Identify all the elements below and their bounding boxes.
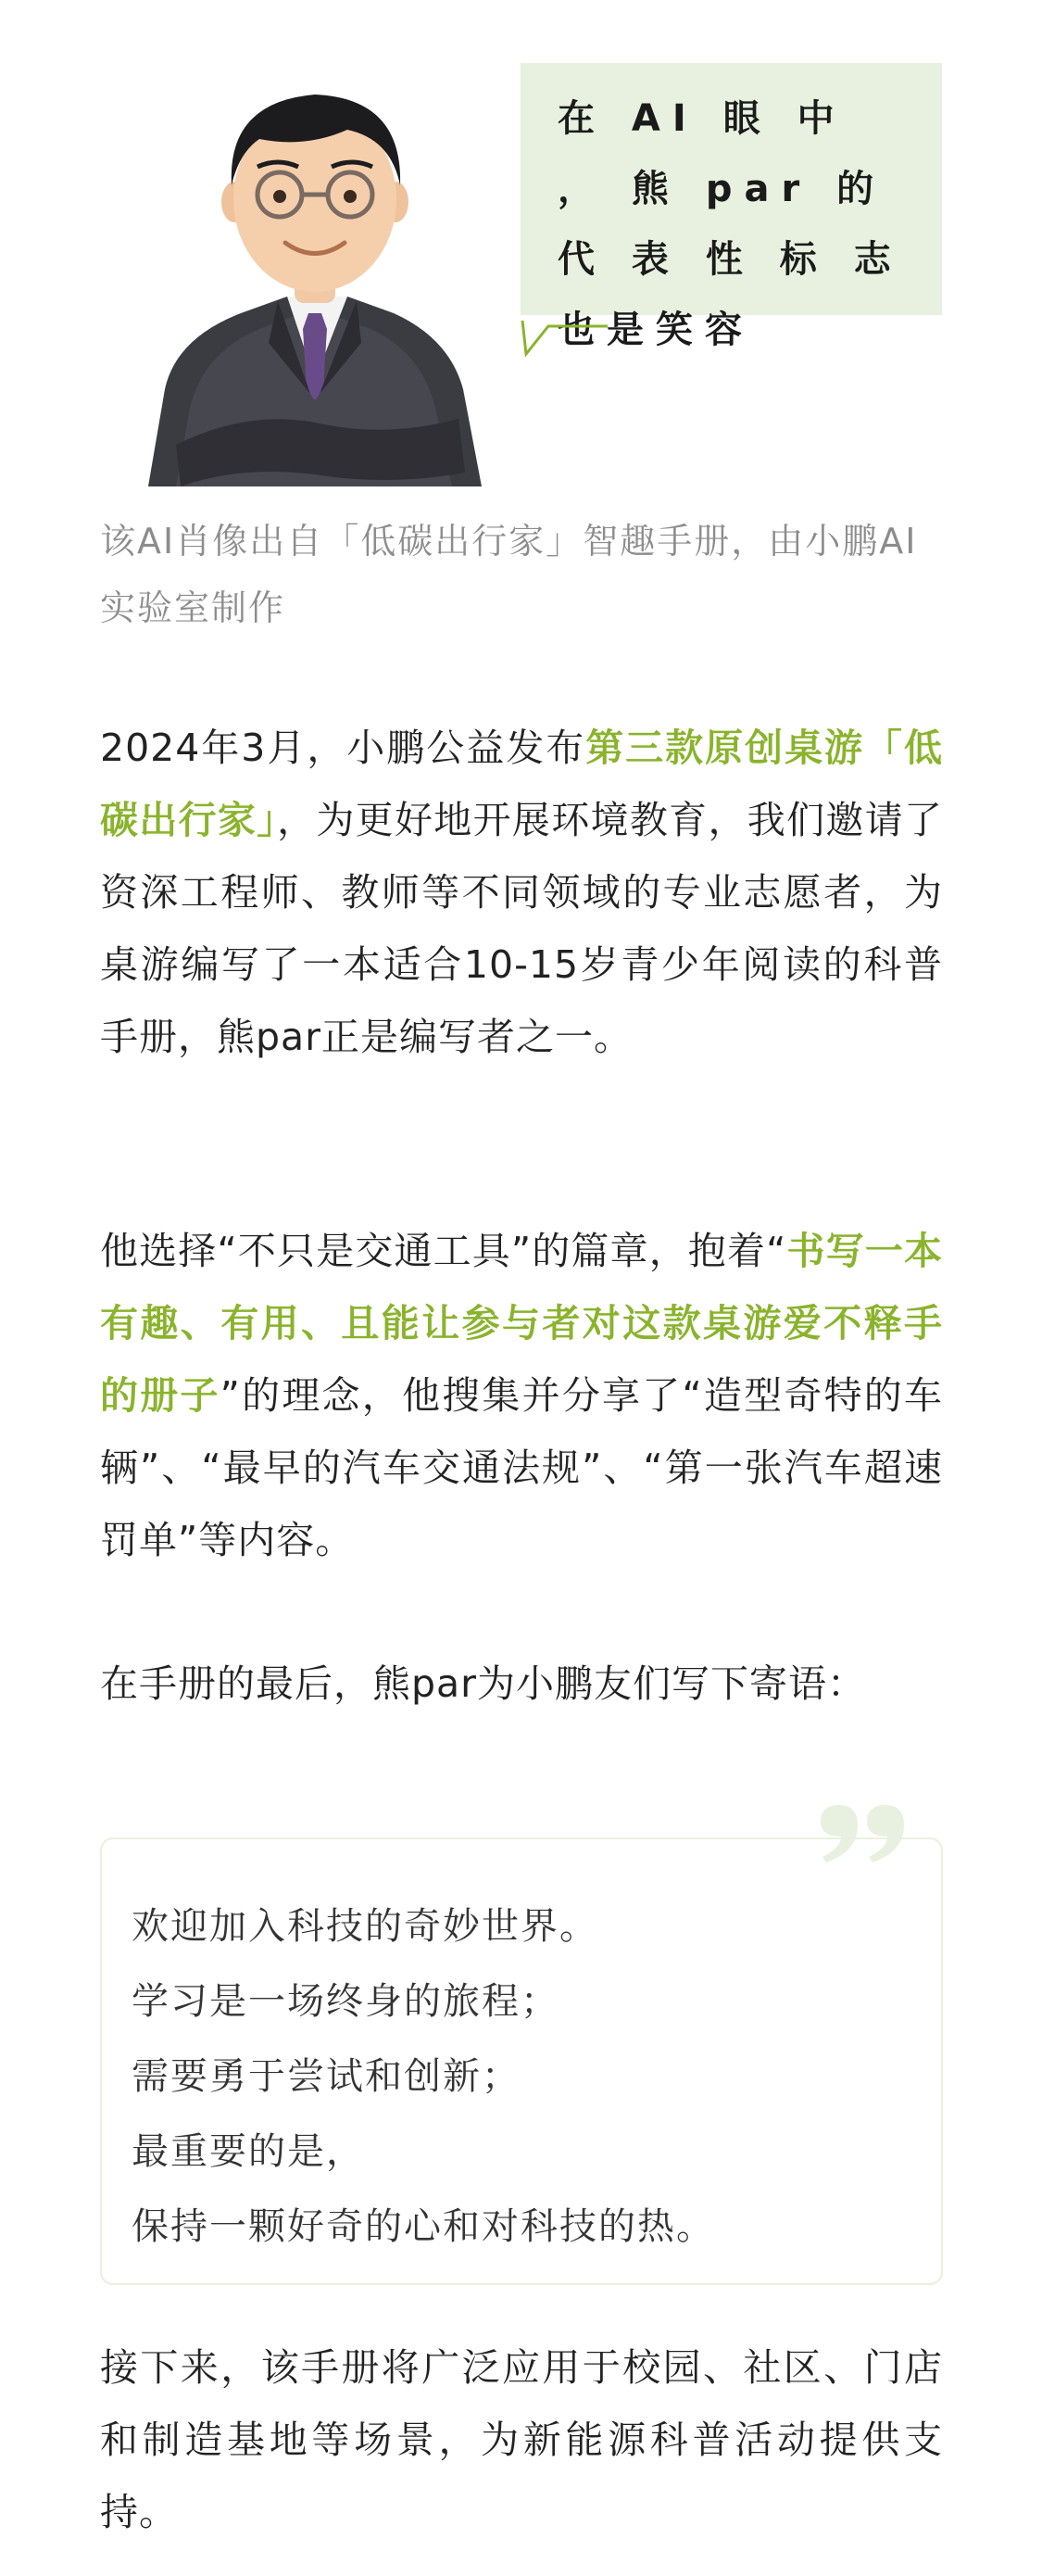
quote-lines <box>132 1889 910 2265</box>
paragraph-text: 2024年3月，小鹏公益发布 <box>100 726 586 770</box>
paragraph-intro <box>100 712 943 1073</box>
paragraph-chapter <box>100 1215 943 1576</box>
quote-line: 欢迎加入科技的奇妙世界。 <box>132 1905 598 1948</box>
speech-tail-icon <box>515 319 608 358</box>
quote-mark-icon <box>813 1805 904 1863</box>
avatar-illustration <box>139 74 491 486</box>
speech-bubble <box>521 63 942 351</box>
bubble-text: 在 AI 眼 中 ， 熊 par 的 代 表 性 标 志也是笑容 <box>558 97 903 351</box>
quote-line: 学习是一场终身的旅程； <box>132 1980 559 2023</box>
paragraph-text: ，为更好地开展环境教育，我们邀请了资深工程师、教师等不同领域的专业志愿者，为桌游编写了一本适合10-15岁青少年阅读的科普手册，熊par正是编写者之一。 <box>100 798 944 1059</box>
paragraph-text: 他选择“不只是交通工具”的篇章，抱着“ <box>100 1229 787 1273</box>
highlight-text: 第三款原创桌游「低碳出行家」 <box>100 726 944 842</box>
ai-portrait-image <box>139 74 491 486</box>
paragraph-message-intro: 在手册的最后，熊par为小鹏友们写下寄语： <box>100 1661 867 1706</box>
highlight-text: 书写一本有趣、有用、且能让参与者对这款桌游爱不释手的册子 <box>100 1229 943 1418</box>
quote-line: 需要勇于尝试和创新； <box>132 2055 521 2098</box>
paragraph-text: ”的理念，他搜集并分享了“造型奇特的车辆”、“最早的汽车交通法规”、“第一张汽车超速罚单”等内容。 <box>100 1373 944 1562</box>
quote-line: 保持一颗好奇的心和对科技的热。 <box>132 2205 715 2248</box>
quote-line: 最重要的是， <box>132 2130 365 2173</box>
paragraph-outlook: 接下来，该手册将广泛应用于校园、社区、门店和制造基地等场景，为新能源科普活动提供支持。 <box>100 2345 943 2534</box>
image-caption: 该AI肖像出自「低碳出行家」智趣手册，由小鹏AI实验室制作 <box>100 521 918 628</box>
